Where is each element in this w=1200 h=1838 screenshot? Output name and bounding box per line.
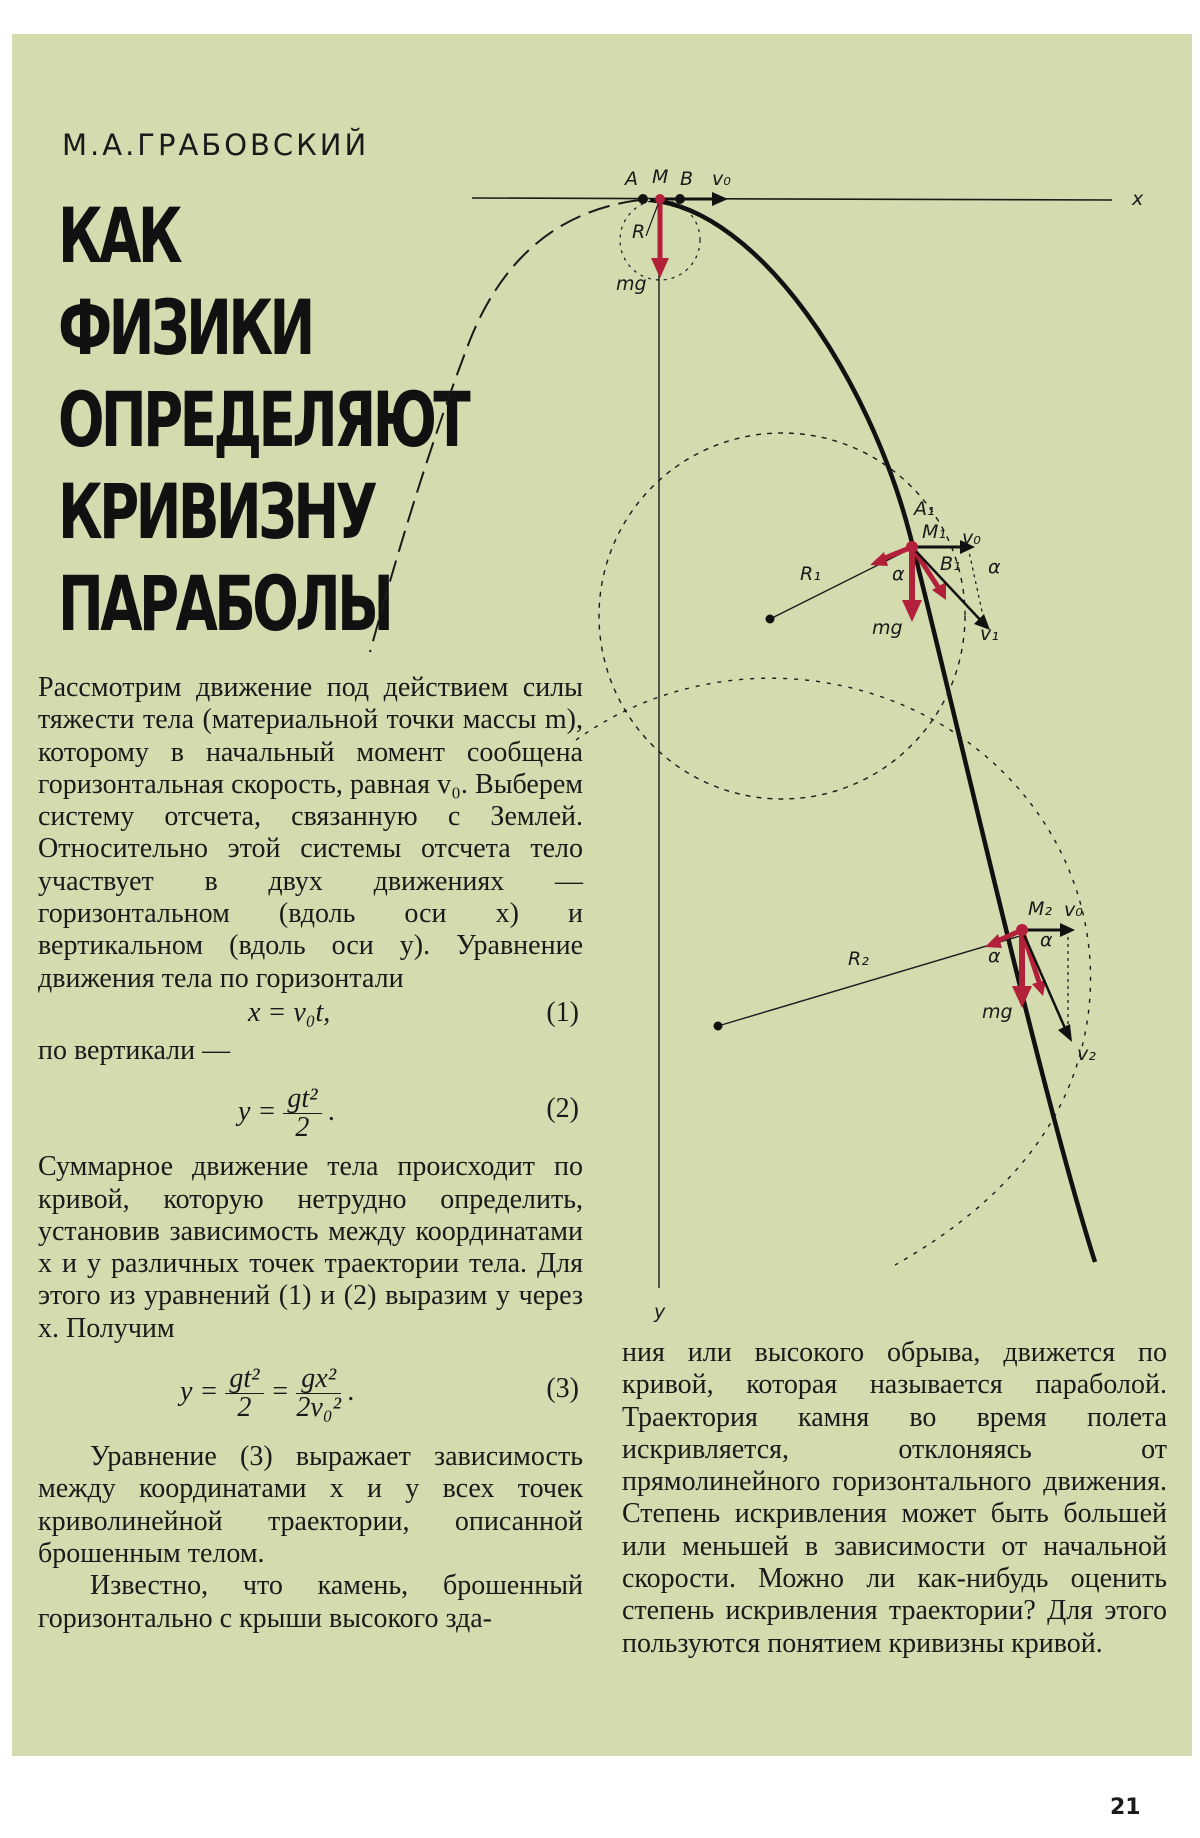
label-m1: M₁ — [922, 521, 947, 543]
label-y: y — [654, 1301, 666, 1323]
label-v1: v₁ — [980, 623, 999, 645]
title-line: КРИВИЗНУ — [58, 467, 375, 556]
paragraph: Известно, что камень, брошенный горизонтально с крыши высокого зда- — [38, 1570, 583, 1634]
center-c2 — [714, 1022, 723, 1031]
label-b1: B₁ — [940, 553, 961, 575]
label-a1: A₁ — [914, 498, 935, 520]
label-v2: v₂ — [1077, 1043, 1096, 1065]
title-line: ПАРАБОЛЫ — [58, 559, 391, 648]
label-m: M — [652, 166, 669, 188]
paragraph: по вертикали — — [38, 1034, 231, 1066]
paragraph: Суммарное движение тела происходит по кривой, которую нетрудно определить, установив зависимость между координатами x и y различных точек траектории тела. Для этого из уравнений (1) и (2) выразим y через x. Получим — [38, 1151, 583, 1344]
author-name: М.А.ГРАБОВСКИЙ — [62, 128, 370, 162]
title-line: КАК — [58, 191, 180, 280]
title-line: ФИЗИКИ — [58, 283, 312, 372]
radius-r1 — [770, 548, 912, 619]
center-c1 — [766, 615, 775, 624]
label-a: A — [625, 168, 638, 190]
text-column-right — [622, 1337, 1167, 1660]
label-alpha-m2-left: α — [988, 945, 1001, 967]
label-v0-top: v₀ — [712, 168, 731, 190]
paragraph: Уравнение (3) выражает зависимость между координатами x и y всех точек криволинейной траектории, описанной брошенным телом. — [38, 1441, 583, 1569]
label-alpha-m2-right: α — [1040, 929, 1053, 951]
paragraph: ния или высокого обрыва, движется по кривой, которая называется параболой. Траектория камня во время полета искривляется, отклоняясь от прямолинейного горизонтального движения. Степень искривления может быть большей или меньшей в зависимости от начальной скорости. Можно ли как-нибудь оценить степень искривления траектории? Для этого пользуются понятием кривизны кривой. — [622, 1337, 1167, 1659]
label-r2: R₂ — [848, 948, 869, 970]
curvature-circle-2 — [576, 678, 1091, 1265]
page-number: 21 — [1110, 1795, 1141, 1820]
label-alpha-m1-right: α — [988, 556, 1001, 578]
equation-2: y = $\frac{\text{gt²}}{2}$ . (2) — [238, 1083, 579, 1144]
trajectory-parabola — [650, 200, 1095, 1262]
label-v0-m2: v₀ — [1064, 899, 1083, 921]
label-r1: R₁ — [800, 563, 821, 585]
label-mg-m1: mg — [872, 617, 903, 639]
label-x: x — [1132, 188, 1144, 210]
text-column-left — [38, 672, 583, 1635]
equation-3: y = $\frac{\text{gt²}}{2}$ = $\frac{\text{gx²}}{\text{2v₀²}}$ . (3) — [180, 1363, 579, 1424]
label-b: B — [680, 168, 694, 190]
equation-1: x = v₀t, (1) — [248, 996, 579, 1028]
dashed-parabola-branch — [370, 200, 640, 652]
x-axis — [472, 198, 1112, 200]
label-mg-top: mg — [616, 273, 647, 295]
title-line: ОПРЕДЕЛЯЮТ — [58, 375, 468, 464]
label-m2: M₂ — [1028, 898, 1053, 920]
radius-r2 — [718, 936, 1020, 1026]
label-v0-m1: v₀ — [962, 527, 981, 549]
label-alpha-m1-left: α — [892, 563, 905, 585]
label-r-top: R — [632, 221, 646, 243]
paragraph: Рассмотрим движение под действием силы тяжести тела (материальной точки массы m), которому в начальный момент сообщена горизонтальная скорость, равная v₀. Выберем систему отсчета, связанную с Землей. Относительно этой системы отсчета тело участвует в двух движениях — горизонтальном (вдоль оси x) и вертикальном (вдоль оси y). Уравнение движения тела по горизонтали — [38, 672, 583, 994]
label-mg-m2: mg — [982, 1001, 1013, 1023]
